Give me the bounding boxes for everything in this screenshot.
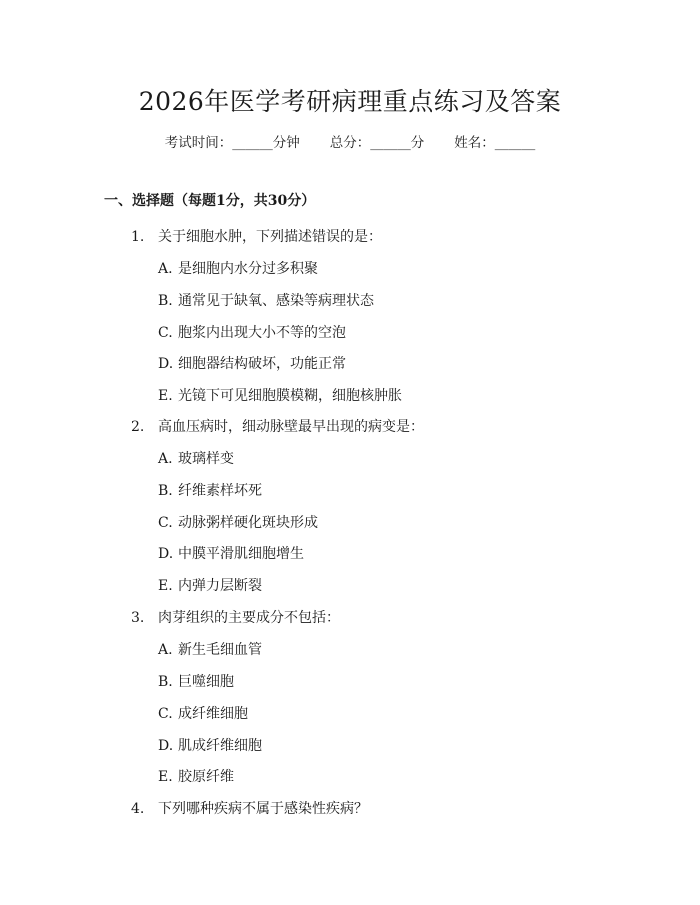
question-text: 关于细胞水肿，下列描述错误的是： <box>158 229 382 245</box>
option-letter: E. <box>158 769 173 785</box>
option-1c <box>158 322 346 342</box>
option-1e <box>158 385 402 405</box>
option-text: 动脉粥样硬化斑块形成 <box>178 515 318 531</box>
total-score-field: 总分：______分 <box>329 135 425 151</box>
option-letter: D. <box>158 356 174 372</box>
option-3b <box>158 671 234 691</box>
option-text: 通常见于缺氧、感染等病理状态 <box>178 293 374 309</box>
option-letter: C. <box>158 515 173 531</box>
option-letter: B. <box>158 483 173 499</box>
option-letter: D. <box>158 546 174 562</box>
option-letter: E. <box>158 388 173 404</box>
option-3c <box>158 703 248 723</box>
question-number: 4. <box>131 801 145 817</box>
option-letter: A. <box>158 451 173 467</box>
option-text: 成纤维细胞 <box>178 706 248 722</box>
option-text: 胶原纤维 <box>178 769 234 785</box>
exam-time-field: 考试时间：______分钟 <box>164 135 300 151</box>
option-3d <box>158 735 262 755</box>
question-number: 1. <box>131 229 145 245</box>
option-1d <box>158 353 346 373</box>
document-title: 2026年医学考研病理重点练习及答案 <box>138 87 562 116</box>
option-letter: D. <box>158 738 174 754</box>
question-number: 2. <box>131 419 145 435</box>
option-letter: B. <box>158 293 173 309</box>
question-text: 高血压病时，细动脉壁最早出现的病变是： <box>158 419 424 435</box>
option-text: 巨噬细胞 <box>178 674 234 690</box>
option-text: 中膜平滑肌细胞增生 <box>178 546 304 562</box>
option-letter: A. <box>158 642 173 658</box>
option-2a <box>158 448 234 468</box>
question-4 <box>131 798 368 818</box>
option-1b <box>158 290 374 310</box>
option-2b <box>158 480 262 500</box>
option-text: 细胞器结构破坏，功能正常 <box>178 356 346 372</box>
option-3a <box>158 639 262 659</box>
question-1 <box>131 226 382 246</box>
question-number: 3. <box>131 610 145 626</box>
option-2e <box>158 575 262 595</box>
question-text: 肉芽组织的主要成分不包括： <box>158 610 340 626</box>
option-text: 胞浆内出现大小不等的空泡 <box>178 325 346 341</box>
option-letter: C. <box>158 325 173 341</box>
option-text: 光镜下可见细胞膜模糊，细胞核肿胀 <box>178 388 402 404</box>
option-text: 肌成纤维细胞 <box>178 738 262 754</box>
option-text: 纤维素样坏死 <box>178 483 262 499</box>
option-text: 是细胞内水分过多积聚 <box>178 261 318 277</box>
question-3 <box>131 607 340 627</box>
section-heading: 一、选择题（每题1分，共30分） <box>104 193 316 209</box>
option-text: 玻璃样变 <box>178 451 234 467</box>
option-text: 新生毛细血管 <box>178 642 262 658</box>
option-2d <box>158 543 304 563</box>
question-2 <box>131 416 424 436</box>
option-text: 内弹力层断裂 <box>178 578 262 594</box>
option-1a <box>158 258 318 278</box>
option-letter: B. <box>158 674 173 690</box>
option-2c <box>158 512 318 532</box>
option-3e <box>158 766 234 786</box>
exam-meta-line <box>0 131 700 151</box>
option-letter: C. <box>158 706 173 722</box>
option-letter: E. <box>158 578 173 594</box>
question-text: 下列哪种疾病不属于感染性疾病？ <box>158 801 368 817</box>
name-field: 姓名：______ <box>454 135 536 151</box>
option-letter: A. <box>158 261 173 277</box>
